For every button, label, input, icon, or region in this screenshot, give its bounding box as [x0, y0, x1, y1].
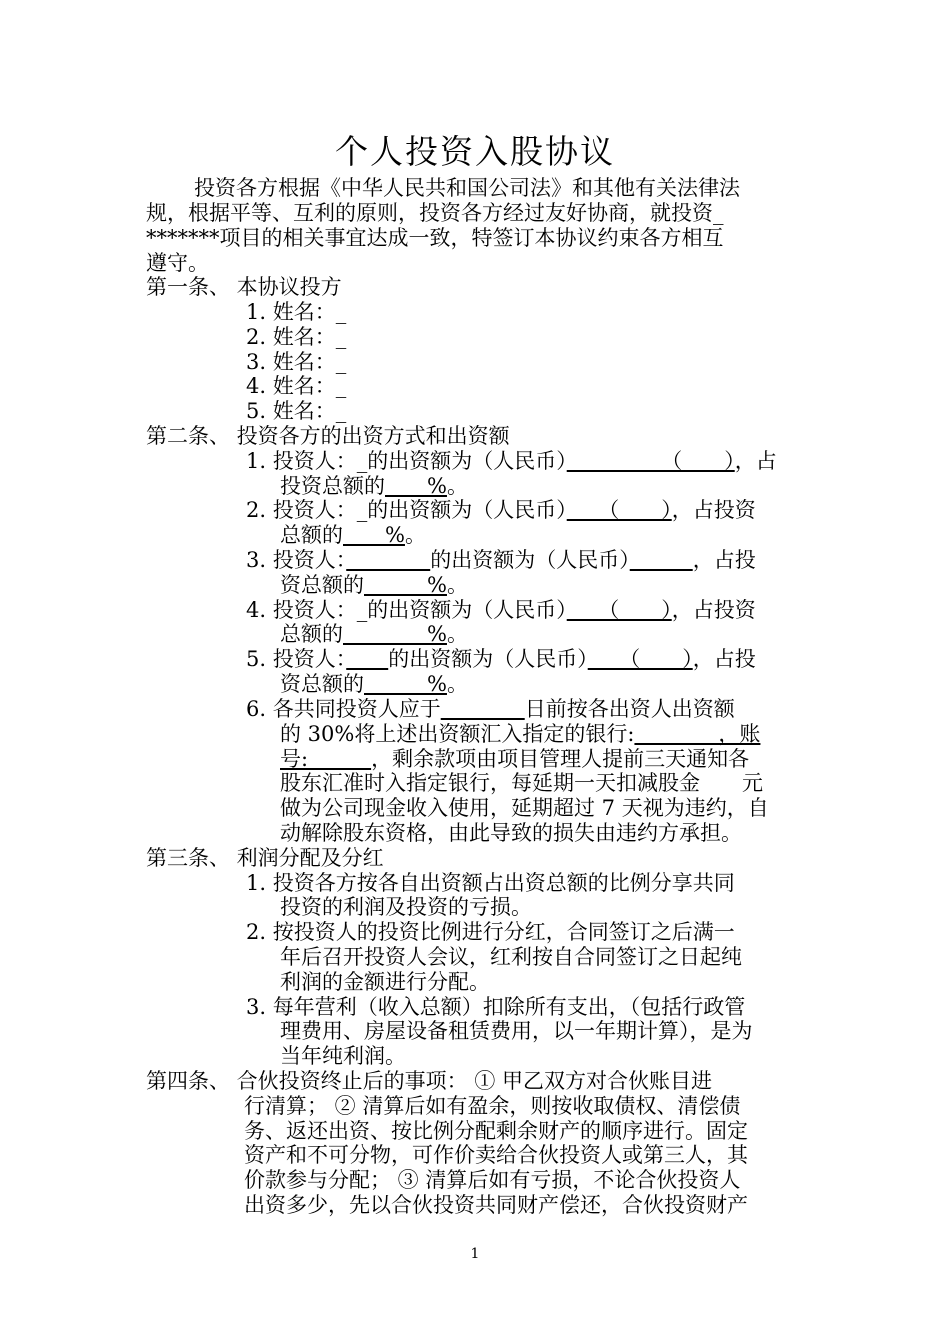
- payment-line: 做为公司现金收入使用，延期超过 7 天视为违约，自: [280, 796, 769, 820]
- blank-field: 号:: [280, 747, 372, 771]
- page-number: 1: [470, 1246, 480, 1262]
- investor-line: 总额的 %。: [280, 523, 426, 547]
- payment-line: 6. 各共同投资人应于 日前按各出资人出资额: [246, 697, 735, 721]
- blank-field: [441, 697, 525, 721]
- payment-line: 号: ，剩余款项由项目管理人提前三天通知各: [280, 747, 750, 771]
- name-field: 1. 姓名：_: [246, 300, 347, 324]
- article-4-line: 资产和不可分物，可作价卖给合伙投资人或第三人，其: [244, 1143, 748, 1167]
- blank-field: %: [385, 474, 447, 498]
- blank-field: （ ）: [566, 598, 672, 622]
- blank-field: [346, 647, 388, 671]
- blank-field: （ ）: [566, 498, 672, 522]
- article-4-line: 出资多少，先以合伙投资共同财产偿还，合伙投资财产: [244, 1193, 748, 1217]
- name-field: 4. 姓名：_: [246, 374, 347, 398]
- blank-field: %: [343, 523, 405, 547]
- intro-line: 规，根据平等、互利的原则，投资各方经过友好协商，就投资_: [146, 201, 724, 225]
- article-3-line: 投资的利润及投资的亏损。: [280, 895, 532, 919]
- blank-field: （ ）: [566, 449, 735, 473]
- blank-field: %: [364, 672, 447, 696]
- name-field: 5. 姓名：_: [246, 399, 347, 423]
- article-3-line: 1. 投资各方按各自出资额占出资总额的比例分享共同: [246, 871, 735, 895]
- payment-line: 的 30%将上述出资额汇入指定的银行: ，账: [280, 722, 761, 746]
- investor-line: 1. 投资人：_的出资额为（人民币） （ ），占: [246, 449, 777, 473]
- intro-line: 遵守。: [146, 251, 209, 275]
- intro-line: *******项目的相关事宜达成一致，特签订本协议约束各方相互: [146, 226, 724, 250]
- article-4-line: 务、返还出资、按比例分配剩余财产的顺序进行。固定: [244, 1119, 748, 1143]
- article-3-line: 利润的金额进行分配。: [280, 970, 490, 994]
- blank-field: ，账: [634, 722, 761, 746]
- investor-line: 4. 投资人：_的出资额为（人民币） （ ），占投资: [246, 598, 756, 622]
- blank-field: [630, 548, 693, 572]
- investor-line: 3. 投资人： 的出资额为（人民币） ，占投: [246, 548, 756, 572]
- blank-field: [346, 548, 430, 572]
- intro-line: 投资各方根据《中华人民共和国公司法》和其他有关法律法: [194, 176, 740, 200]
- investor-line: 资总额的 %。: [280, 573, 468, 597]
- article-4-line: 行清算； ② 清算后如有盈余，则按收取债权、清偿债: [244, 1094, 741, 1118]
- blank-field: %: [364, 573, 447, 597]
- investor-line: 5. 投资人： 的出资额为（人民币） （ ），占投: [246, 647, 756, 671]
- article-3-heading: 第三条、 利润分配及分红: [146, 846, 384, 870]
- article-3-line: 年后召开投资人会议，红利按自合同签订之日起纯: [280, 945, 742, 969]
- article-2-heading: 第二条、 投资各方的出资方式和出资额: [146, 424, 510, 448]
- name-field: 3. 姓名：_: [246, 350, 347, 374]
- investor-line: 2. 投资人：_的出资额为（人民币） （ ），占投资: [246, 498, 756, 522]
- page-title: 个人投资入股协议: [335, 132, 615, 171]
- article-3-line: 3. 每年营利（收入总额）扣除所有支出，（包括行政管: [246, 995, 746, 1019]
- investor-line: 资总额的 %。: [280, 672, 468, 696]
- blank-field: %: [343, 622, 447, 646]
- article-4-heading: 第四条、 合伙投资终止后的事项： ① 甲乙双方对合伙账目进: [146, 1069, 713, 1093]
- payment-line: 股东汇准时入指定银行，每延期一天扣减股金 元: [280, 771, 763, 795]
- article-1-heading: 第一条、 本协议投方: [146, 275, 342, 299]
- article-3-line: 当年纯利润。: [280, 1044, 406, 1068]
- article-3-line: 2. 按投资人的投资比例进行分红，合同签订之后满一: [246, 920, 735, 944]
- article-4-line: 价款参与分配； ③ 清算后如有亏损，不论合伙投资人: [244, 1168, 741, 1192]
- name-field: 2. 姓名：_: [246, 325, 347, 349]
- investor-line: 总额的 %。: [280, 622, 468, 646]
- blank-field: （ ）: [587, 647, 693, 671]
- payment-line: 动解除股东资格，由此导致的损失由违约方承担。: [280, 821, 742, 845]
- investor-line: 投资总额的 %。: [280, 474, 468, 498]
- article-3-line: 理费用、房屋设备租赁费用，以一年期计算），是为: [280, 1019, 753, 1043]
